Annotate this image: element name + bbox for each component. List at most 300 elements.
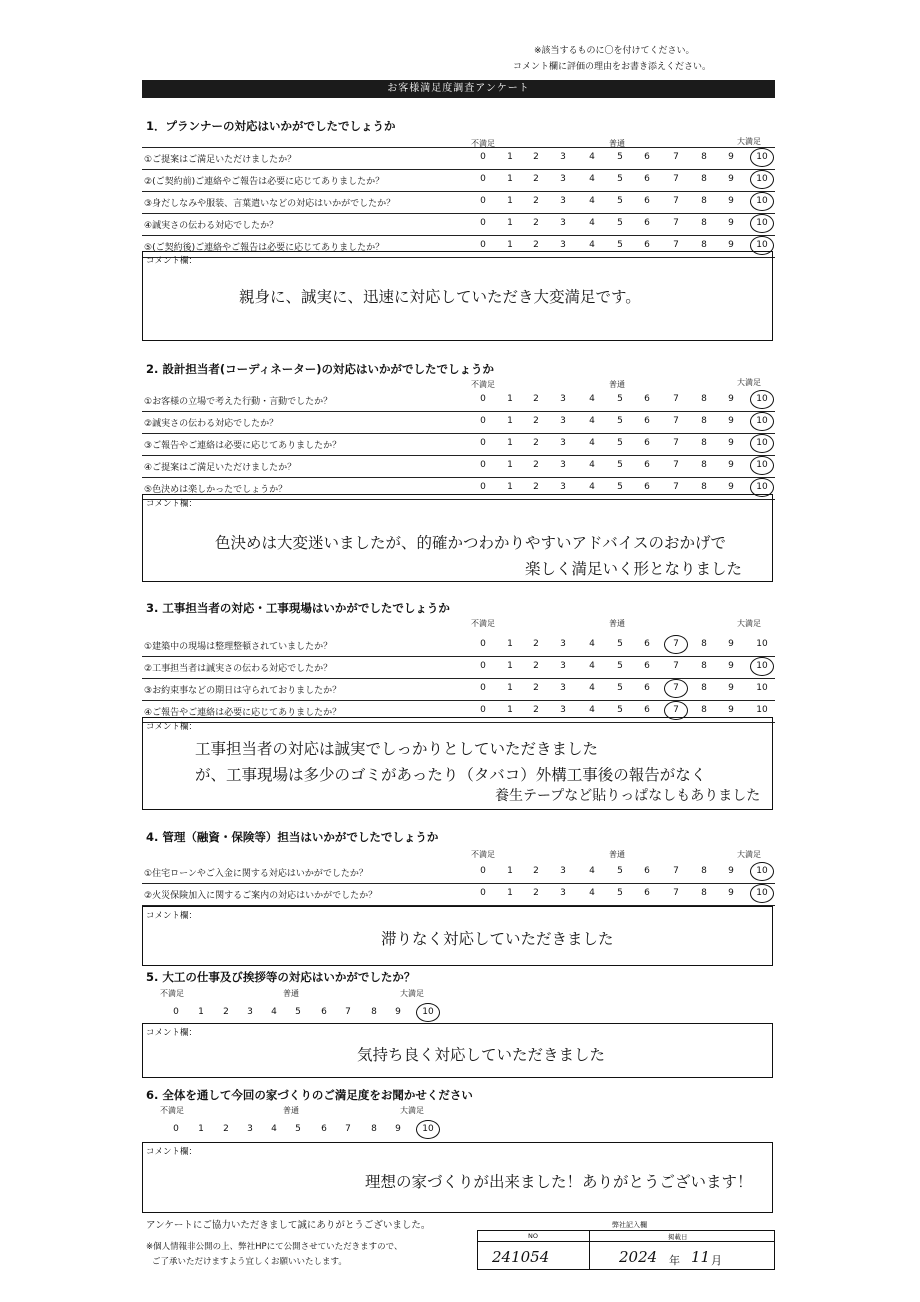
question-row bbox=[142, 191, 775, 214]
scale-number: 2 bbox=[533, 240, 539, 250]
scale-number: 10 bbox=[756, 683, 768, 693]
scale-number: 9 bbox=[728, 888, 734, 898]
scale-number: 7 bbox=[673, 482, 679, 492]
scale-number: 7 bbox=[673, 240, 679, 250]
scale-number: 8 bbox=[701, 438, 707, 448]
question-row bbox=[142, 455, 775, 478]
scale-number: 10 bbox=[756, 705, 768, 715]
scale-number: 10 bbox=[756, 152, 768, 162]
scale-number: 1 bbox=[507, 888, 513, 898]
scale-number: 7 bbox=[673, 174, 679, 184]
scale-number: 7 bbox=[673, 661, 679, 671]
comment-box-4 bbox=[142, 906, 773, 966]
scale-number: 4 bbox=[589, 218, 595, 228]
scale-number: 2 bbox=[223, 1007, 229, 1017]
rating-row-5 bbox=[142, 1002, 462, 1024]
comment-label: コメント欄： bbox=[146, 256, 198, 266]
section-3-heading: 3. 工事担当者の対応・工事現場はいかがでしたでしょうか bbox=[146, 601, 450, 615]
scale-number: 4 bbox=[271, 1007, 277, 1017]
scale-number: 3 bbox=[560, 888, 566, 898]
scale-number: 7 bbox=[673, 683, 679, 693]
scale-number: 6 bbox=[644, 174, 650, 184]
scale-number: 4 bbox=[589, 482, 595, 492]
instruction-2: コメント欄に評価の理由をお書き添えください。 bbox=[513, 62, 712, 72]
comment-text: 色決めは大変迷いましたが、的確かつわかりやすいアドバイスのおかげで bbox=[215, 534, 727, 552]
question-row bbox=[142, 656, 775, 679]
scale-mid-label: 普通 bbox=[609, 850, 625, 859]
scale-number: 4 bbox=[589, 639, 595, 649]
privacy-note-2: ご了承いただけますよう宜しくお願いいたします。 bbox=[152, 1257, 347, 1267]
instruction-1: ※該当するものに〇を付けてください。 bbox=[534, 46, 695, 56]
scale-number: 10 bbox=[756, 174, 768, 184]
scale-number: 7 bbox=[673, 218, 679, 228]
no-label: NO bbox=[528, 1232, 538, 1240]
scale-number: 1 bbox=[507, 866, 513, 876]
question-text: ②誠実さの伝わる対応でしたか？ bbox=[144, 419, 279, 429]
scale-number: 6 bbox=[644, 482, 650, 492]
scale-number: 3 bbox=[560, 866, 566, 876]
office-box-divider bbox=[589, 1231, 590, 1269]
scale-number: 2 bbox=[533, 416, 539, 426]
scale-number: 3 bbox=[247, 1007, 253, 1017]
question-text: ②(ご契約前)ご連絡やご報告は必要に応じてありましたか？ bbox=[144, 177, 385, 187]
scale-number: 5 bbox=[617, 866, 623, 876]
question-text: ①住宅ローンやご入金に関する対応はいかがでしたか？ bbox=[144, 869, 368, 879]
scale-number: 8 bbox=[701, 639, 707, 649]
question-text: ①建築中の現場は整理整頓されていましたか？ bbox=[144, 642, 333, 652]
rating-row-6 bbox=[142, 1119, 462, 1141]
scale-number: 9 bbox=[395, 1007, 401, 1017]
scale-mid-label: 普通 bbox=[609, 619, 625, 628]
scale-number: 1 bbox=[507, 196, 513, 206]
scale-number: 2 bbox=[533, 152, 539, 162]
scale-number: 4 bbox=[589, 240, 595, 250]
scale-number: 3 bbox=[560, 152, 566, 162]
scale-number: 10 bbox=[756, 416, 768, 426]
scale-number: 7 bbox=[673, 152, 679, 162]
scale-number: 3 bbox=[560, 482, 566, 492]
scale-number: 10 bbox=[422, 1007, 434, 1017]
scale-number: 0 bbox=[480, 888, 486, 898]
date-label: 掲載日 bbox=[668, 1233, 688, 1241]
section-2-heading: 2. 設計担当者(コーディネーター)の対応はいかがでしたでしょうか bbox=[146, 362, 494, 376]
thanks-text: アンケートにご協力いただきまして誠にありがとうございました。 bbox=[146, 1220, 431, 1231]
scale-number: 9 bbox=[728, 705, 734, 715]
scale-number: 3 bbox=[560, 438, 566, 448]
scale-number: 0 bbox=[480, 240, 486, 250]
scale-number: 8 bbox=[701, 482, 707, 492]
comment-box-2 bbox=[142, 494, 773, 582]
scale-number: 6 bbox=[644, 888, 650, 898]
scale-number: 7 bbox=[673, 460, 679, 470]
scale-number: 0 bbox=[480, 460, 486, 470]
comment-text: 滞りなく対応していただきました bbox=[381, 930, 614, 948]
scale-number: 9 bbox=[728, 196, 734, 206]
scale-number: 0 bbox=[480, 683, 486, 693]
scale-number: 8 bbox=[701, 174, 707, 184]
scale-number: 10 bbox=[756, 639, 768, 649]
comment-text: が、工事現場は多少のゴミがあったり（タバコ）外構工事後の報告がなく bbox=[195, 766, 707, 784]
scale-number: 0 bbox=[480, 482, 486, 492]
comment-box-6 bbox=[142, 1142, 773, 1213]
scale-mid-label: 普通 bbox=[609, 380, 625, 389]
scale-number: 10 bbox=[756, 240, 768, 250]
scale-number: 2 bbox=[533, 438, 539, 448]
scale-number: 6 bbox=[644, 152, 650, 162]
scale-number: 2 bbox=[533, 705, 539, 715]
comment-label: コメント欄： bbox=[146, 911, 198, 921]
scale-number: 5 bbox=[617, 174, 623, 184]
scale-number: 3 bbox=[247, 1124, 253, 1134]
scale-number: 10 bbox=[756, 394, 768, 404]
section-5-heading: 5. 大工の仕事及び挨拶等の対応はいかがでしたか？ bbox=[146, 970, 416, 984]
question-row bbox=[142, 433, 775, 456]
scale-number: 8 bbox=[701, 661, 707, 671]
scale-high-label: 大満足 bbox=[400, 989, 424, 998]
scale-number: 7 bbox=[673, 888, 679, 898]
scale-number: 1 bbox=[507, 240, 513, 250]
scale-number: 10 bbox=[756, 218, 768, 228]
scale-number: 8 bbox=[701, 866, 707, 876]
comment-text: 親身に、誠実に、迅速に対応していただき大変満足です。 bbox=[239, 288, 641, 306]
scale-number: 10 bbox=[756, 460, 768, 470]
scale-number: 9 bbox=[728, 683, 734, 693]
question-text: ④誠実さの伝わる対応でしたか？ bbox=[144, 221, 279, 231]
comment-text: 楽しく満足いく形となりました bbox=[525, 560, 743, 578]
scale-number: 2 bbox=[533, 888, 539, 898]
scale-number: 1 bbox=[198, 1007, 204, 1017]
scale-number: 4 bbox=[589, 888, 595, 898]
scale-number: 9 bbox=[728, 460, 734, 470]
question-row bbox=[142, 678, 775, 701]
selected-rating-circle bbox=[750, 170, 774, 189]
scale-number: 2 bbox=[533, 218, 539, 228]
scale-number: 9 bbox=[728, 174, 734, 184]
scale-number: 0 bbox=[480, 705, 486, 715]
office-box bbox=[477, 1230, 775, 1270]
scale-number: 7 bbox=[345, 1124, 351, 1134]
scale-number: 9 bbox=[728, 240, 734, 250]
question-text: ⑤(ご契約後)ご連絡やご報告は必要に応じてありましたか？ bbox=[144, 243, 385, 253]
scale-number: 3 bbox=[560, 639, 566, 649]
scale-number: 6 bbox=[644, 705, 650, 715]
comment-label: コメント欄： bbox=[146, 1028, 198, 1038]
question-text: ①ご提案はご満足いただけましたか？ bbox=[144, 155, 297, 165]
scale-number: 4 bbox=[589, 416, 595, 426]
scale-number: 6 bbox=[644, 416, 650, 426]
comment-box-5 bbox=[142, 1023, 773, 1078]
scale-number: 5 bbox=[617, 218, 623, 228]
question-row bbox=[142, 147, 775, 170]
scale-number: 6 bbox=[644, 683, 650, 693]
question-text: ①お客様の立場で考えた行動・言動でしたか？ bbox=[144, 397, 333, 407]
scale-number: 6 bbox=[644, 196, 650, 206]
question-row bbox=[142, 634, 775, 657]
scale-number: 8 bbox=[701, 152, 707, 162]
comment-text: 養生テープなど貼りっぱなしもありました bbox=[495, 788, 761, 804]
scale-number: 8 bbox=[701, 240, 707, 250]
comment-box-3 bbox=[142, 717, 773, 810]
scale-number: 5 bbox=[617, 394, 623, 404]
scale-number: 0 bbox=[480, 152, 486, 162]
scale-number: 1 bbox=[507, 482, 513, 492]
scale-high-label: 大満足 bbox=[737, 850, 761, 859]
scale-number: 9 bbox=[728, 866, 734, 876]
scale-number: 4 bbox=[589, 438, 595, 448]
scale-number: 7 bbox=[673, 705, 679, 715]
scale-number: 1 bbox=[507, 438, 513, 448]
office-box-rule bbox=[478, 1241, 774, 1242]
scale-number: 10 bbox=[756, 196, 768, 206]
comment-text: 理想の家づくりが出来ました！ありがとうございます！ bbox=[365, 1173, 753, 1191]
question-row bbox=[142, 861, 775, 884]
scale-number: 9 bbox=[728, 639, 734, 649]
scale-number: 3 bbox=[560, 196, 566, 206]
scale-number: 4 bbox=[589, 196, 595, 206]
scale-number: 0 bbox=[480, 196, 486, 206]
scale-number: 6 bbox=[644, 661, 650, 671]
year-unit: 年 bbox=[669, 1254, 680, 1267]
survey-title: お客様満足度調査アンケート bbox=[142, 80, 775, 98]
scale-number: 5 bbox=[617, 661, 623, 671]
scale-number: 1 bbox=[507, 218, 513, 228]
selected-rating-circle bbox=[750, 390, 774, 409]
comment-text: 工事担当者の対応は誠実でしっかりとしていただきました bbox=[195, 740, 599, 758]
scale-number: 5 bbox=[295, 1007, 301, 1017]
scale-number: 6 bbox=[644, 218, 650, 228]
scale-number: 8 bbox=[701, 683, 707, 693]
scale-number: 0 bbox=[480, 416, 486, 426]
scale-high-label: 大満足 bbox=[737, 619, 761, 628]
scale-number: 4 bbox=[589, 866, 595, 876]
scale-number: 6 bbox=[644, 394, 650, 404]
scale-number: 2 bbox=[533, 460, 539, 470]
scale-low-label: 不満足 bbox=[471, 850, 495, 859]
scale-number: 8 bbox=[701, 394, 707, 404]
scale-number: 7 bbox=[673, 866, 679, 876]
scale-high-label: 大満足 bbox=[737, 378, 761, 387]
selected-rating-circle bbox=[750, 456, 774, 475]
selected-rating-circle bbox=[750, 148, 774, 167]
scale-low-label: 不満足 bbox=[160, 989, 184, 998]
scale-number: 5 bbox=[617, 888, 623, 898]
scale-mid-label: 普通 bbox=[283, 989, 299, 998]
scale-number: 3 bbox=[560, 174, 566, 184]
scale-number: 3 bbox=[560, 218, 566, 228]
scale-number: 4 bbox=[589, 661, 595, 671]
comment-box-1 bbox=[142, 251, 773, 341]
scale-number: 7 bbox=[673, 416, 679, 426]
scale-number: 6 bbox=[644, 639, 650, 649]
scale-number: 9 bbox=[728, 218, 734, 228]
scale-number: 5 bbox=[617, 639, 623, 649]
selected-rating-circle bbox=[750, 657, 774, 676]
scale-number: 0 bbox=[173, 1124, 179, 1134]
selected-rating-circle bbox=[750, 434, 774, 453]
comment-label: コメント欄： bbox=[146, 722, 198, 732]
scale-number: 4 bbox=[271, 1124, 277, 1134]
scale-number: 9 bbox=[728, 416, 734, 426]
scale-number: 2 bbox=[223, 1124, 229, 1134]
scale-number: 10 bbox=[756, 866, 768, 876]
scale-number: 5 bbox=[617, 416, 623, 426]
scale-number: 7 bbox=[673, 196, 679, 206]
question-row bbox=[142, 389, 775, 412]
comment-label: コメント欄： bbox=[146, 499, 198, 509]
scale-low-label: 不満足 bbox=[471, 619, 495, 628]
scale-number: 0 bbox=[480, 866, 486, 876]
scale-number: 2 bbox=[533, 661, 539, 671]
scale-number: 7 bbox=[673, 438, 679, 448]
scale-number: 0 bbox=[480, 639, 486, 649]
question-text: ③身だしなみや服装、言葉遣いなどの対応はいかがでしたか？ bbox=[144, 199, 396, 209]
selected-rating-circle bbox=[664, 635, 688, 654]
scale-number: 5 bbox=[617, 240, 623, 250]
scale-number: 2 bbox=[533, 196, 539, 206]
scale-number: 7 bbox=[673, 639, 679, 649]
scale-number: 10 bbox=[756, 888, 768, 898]
scale-number: 3 bbox=[560, 460, 566, 470]
scale-number: 8 bbox=[371, 1124, 377, 1134]
question-text: ④ご報告やご連絡は必要に応じてありましたか？ bbox=[144, 708, 342, 718]
scale-low-label: 不満足 bbox=[160, 1106, 184, 1115]
scale-number: 4 bbox=[589, 460, 595, 470]
privacy-note-1: ※個人情報非公開の上、弊社HPにて公開させていただきますので、 bbox=[146, 1242, 403, 1252]
scale-number: 9 bbox=[395, 1124, 401, 1134]
scale-number: 1 bbox=[507, 174, 513, 184]
year-value: 2024 bbox=[619, 1248, 658, 1266]
scale-number: 5 bbox=[617, 705, 623, 715]
scale-number: 3 bbox=[560, 661, 566, 671]
section-6-heading: 6. 全体を通して今回の家づくりのご満足度をお聞かせください bbox=[146, 1088, 473, 1102]
scale-number: 6 bbox=[644, 240, 650, 250]
scale-number: 1 bbox=[507, 705, 513, 715]
no-value: 241054 bbox=[492, 1248, 550, 1266]
scale-number: 4 bbox=[589, 683, 595, 693]
scale-number: 10 bbox=[756, 482, 768, 492]
scale-number: 4 bbox=[589, 705, 595, 715]
scale-number: 0 bbox=[480, 174, 486, 184]
scale-number: 8 bbox=[701, 416, 707, 426]
scale-number: 0 bbox=[480, 661, 486, 671]
selected-rating-circle bbox=[750, 214, 774, 233]
scale-number: 4 bbox=[589, 152, 595, 162]
scale-number: 2 bbox=[533, 639, 539, 649]
scale-number: 10 bbox=[422, 1124, 434, 1134]
selected-rating-circle bbox=[750, 412, 774, 431]
question-text: ②工事担当者は誠実さの伝わる対応でしたか？ bbox=[144, 664, 333, 674]
scale-number: 1 bbox=[507, 152, 513, 162]
scale-number: 2 bbox=[533, 866, 539, 876]
selected-rating-circle bbox=[750, 884, 774, 903]
scale-number: 0 bbox=[173, 1007, 179, 1017]
section-1-heading: 1．プランナーの対応はいかがでしたでしょうか bbox=[146, 119, 396, 133]
scale-number: 6 bbox=[321, 1007, 327, 1017]
scale-number: 6 bbox=[644, 866, 650, 876]
scale-number: 5 bbox=[295, 1124, 301, 1134]
scale-number: 4 bbox=[589, 174, 595, 184]
scale-number: 1 bbox=[198, 1124, 204, 1134]
question-row bbox=[142, 169, 775, 192]
scale-number: 3 bbox=[560, 416, 566, 426]
comment-text: 気持ち良く対応していただきました bbox=[357, 1046, 606, 1064]
question-text: ③ご報告やご連絡は必要に応じてありましたか？ bbox=[144, 441, 342, 451]
scale-low-label: 不満足 bbox=[471, 139, 495, 148]
scale-high-label: 大満足 bbox=[737, 137, 761, 146]
scale-number: 5 bbox=[617, 683, 623, 693]
selected-rating-circle bbox=[416, 1003, 440, 1022]
scale-number: 6 bbox=[644, 460, 650, 470]
scale-number: 8 bbox=[701, 460, 707, 470]
month-unit: 月 bbox=[711, 1254, 722, 1267]
scale-number: 10 bbox=[756, 438, 768, 448]
scale-number: 0 bbox=[480, 218, 486, 228]
scale-number: 3 bbox=[560, 705, 566, 715]
question-text: ⑤色決めは楽しかったでしょうか？ bbox=[144, 485, 288, 495]
scale-number: 8 bbox=[701, 705, 707, 715]
scale-number: 8 bbox=[371, 1007, 377, 1017]
selected-rating-circle bbox=[416, 1120, 440, 1139]
scale-low-label: 不満足 bbox=[471, 380, 495, 389]
scale-number: 9 bbox=[728, 482, 734, 492]
scale-number: 2 bbox=[533, 482, 539, 492]
scale-number: 9 bbox=[728, 438, 734, 448]
question-text: ②火災保険加入に関するご案内の対応はいかがでしたか？ bbox=[144, 891, 378, 901]
scale-mid-label: 普通 bbox=[609, 139, 625, 148]
selected-rating-circle bbox=[750, 862, 774, 881]
scale-number: 1 bbox=[507, 416, 513, 426]
scale-number: 6 bbox=[321, 1124, 327, 1134]
scale-number: 1 bbox=[507, 460, 513, 470]
office-box-title: 弊社記入欄 bbox=[612, 1221, 647, 1229]
scale-number: 9 bbox=[728, 661, 734, 671]
selected-rating-circle bbox=[750, 192, 774, 211]
scale-number: 1 bbox=[507, 639, 513, 649]
scale-number: 5 bbox=[617, 482, 623, 492]
scale-number: 1 bbox=[507, 661, 513, 671]
scale-number: 5 bbox=[617, 196, 623, 206]
scale-number: 3 bbox=[560, 683, 566, 693]
scale-number: 5 bbox=[617, 152, 623, 162]
scale-number: 9 bbox=[728, 152, 734, 162]
question-row bbox=[142, 883, 775, 906]
comment-label: コメント欄： bbox=[146, 1147, 198, 1157]
scale-number: 2 bbox=[533, 394, 539, 404]
scale-number: 3 bbox=[560, 240, 566, 250]
scale-number: 9 bbox=[728, 394, 734, 404]
selected-rating-circle bbox=[664, 679, 688, 698]
month-value: 11 bbox=[691, 1248, 711, 1266]
scale-number: 5 bbox=[617, 460, 623, 470]
scale-number: 1 bbox=[507, 683, 513, 693]
question-row bbox=[142, 213, 775, 236]
scale-number: 7 bbox=[673, 394, 679, 404]
question-row bbox=[142, 411, 775, 434]
scale-number: 8 bbox=[701, 218, 707, 228]
section-4-heading: 4. 管理（融資・保険等）担当はいかがでしたでしょうか bbox=[146, 830, 439, 844]
scale-number: 5 bbox=[617, 438, 623, 448]
scale-mid-label: 普通 bbox=[283, 1106, 299, 1115]
scale-number: 0 bbox=[480, 394, 486, 404]
scale-number: 0 bbox=[480, 438, 486, 448]
question-text: ④ご提案はご満足いただけましたか？ bbox=[144, 463, 297, 473]
scale-number: 8 bbox=[701, 196, 707, 206]
scale-number: 10 bbox=[756, 661, 768, 671]
scale-number: 8 bbox=[701, 888, 707, 898]
scale-number: 2 bbox=[533, 174, 539, 184]
scale-number: 2 bbox=[533, 683, 539, 693]
question-text: ③お約束事などの期日は守られておりましたか？ bbox=[144, 686, 342, 696]
